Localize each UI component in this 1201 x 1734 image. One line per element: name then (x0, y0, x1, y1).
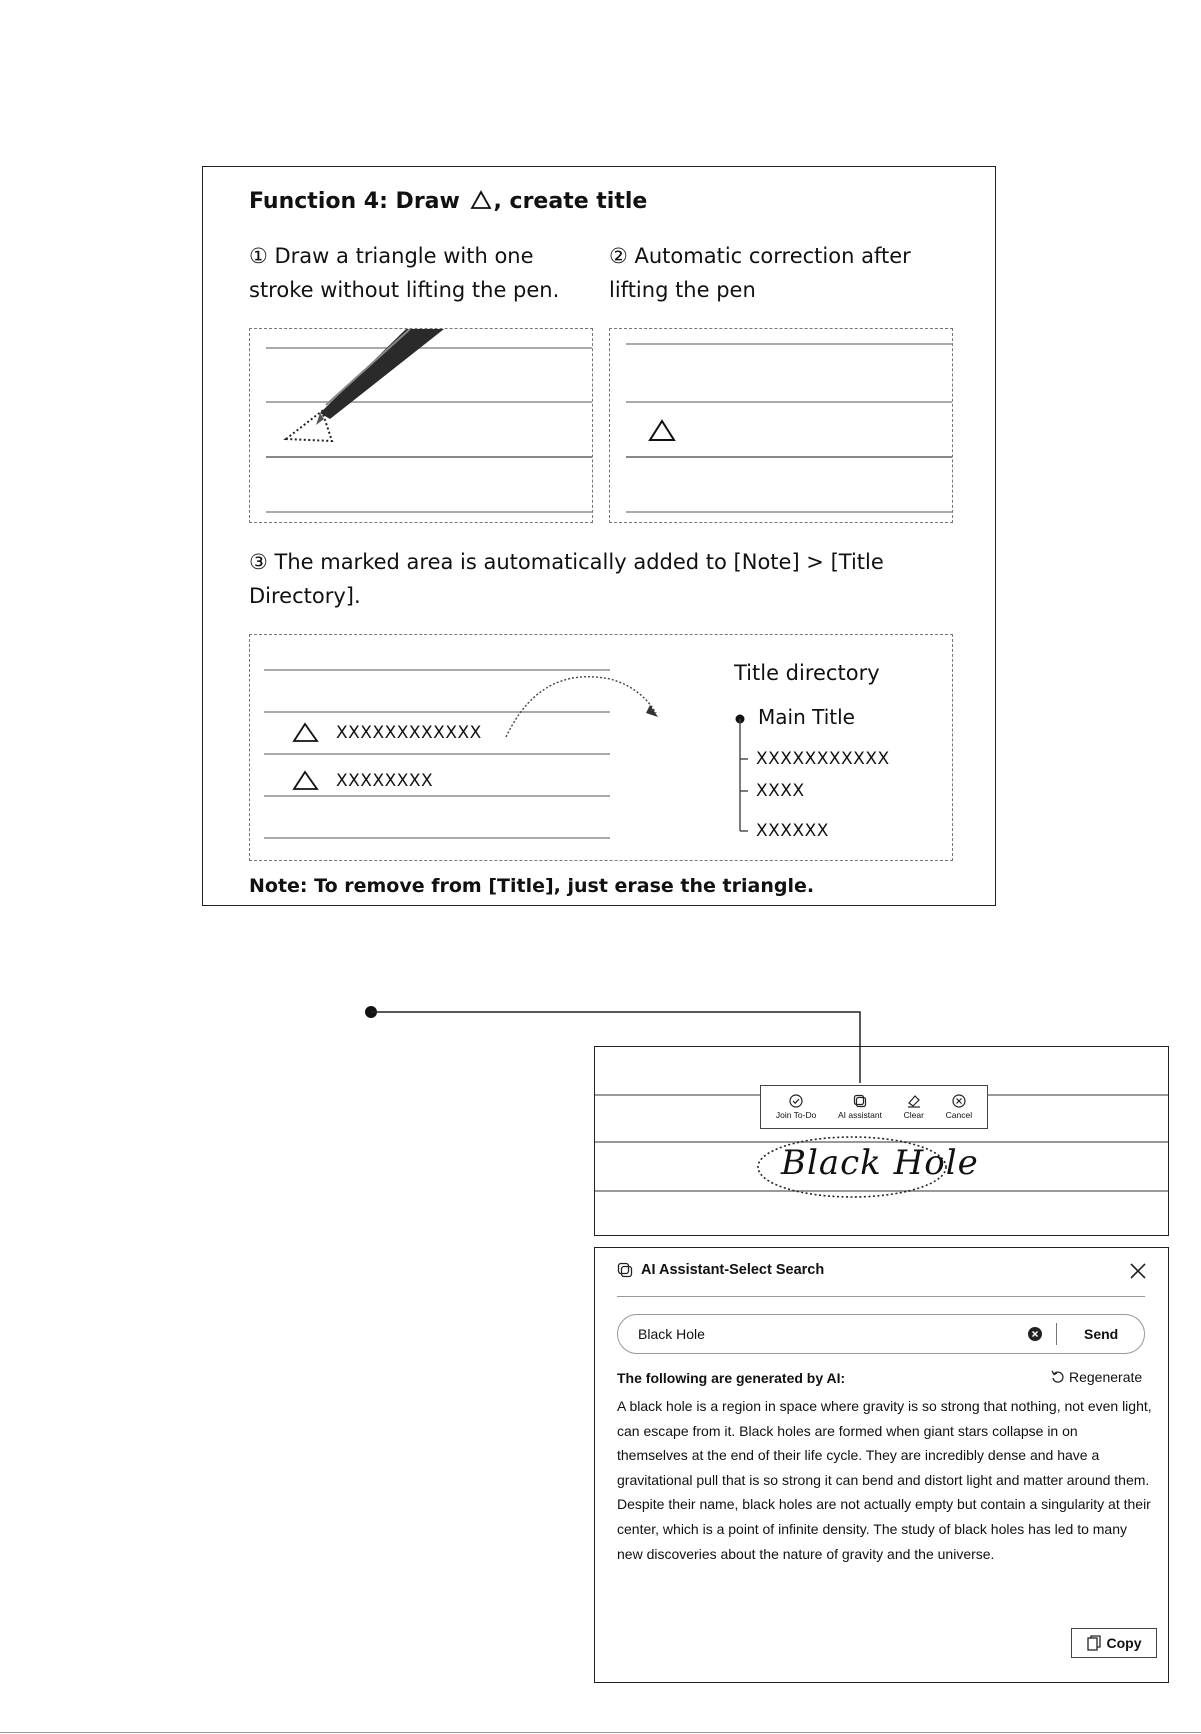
ai-assistant-icon (617, 1262, 633, 1278)
cancel-label: Cancel (945, 1110, 973, 1120)
ai-answer-text: A black hole is a region in space where gravity is so strong that nothing, not even light, can escape from it. Black holes are formed when giant stars collapse in on themselves at the end of their life cycle. They are incredibly dense and have a gravitational pull that is so strong it can bend and distort light and matter around them. Despite their name, black holes are not actually empty but contain a singularity at their center, which is a point of infinite density. The study of black holes has led to many new discoveries about the nature of gravity and the universe. (617, 1398, 1152, 1562)
function4-panel (202, 166, 996, 906)
ai-panel-header (617, 1262, 824, 1278)
check-circle-icon (789, 1094, 803, 1108)
corrected-example-box (609, 328, 953, 523)
handwriting-panel (594, 1046, 1169, 1236)
directory-tree-lines (734, 713, 754, 843)
copy-button[interactable] (1071, 1628, 1157, 1658)
clear-button[interactable] (904, 1094, 924, 1120)
title-prefix: Function 4: Draw (249, 189, 460, 214)
triangle-icon (292, 722, 320, 744)
directory-title: Title directory (734, 661, 880, 685)
send-button[interactable]: Send (1084, 1326, 1119, 1342)
join-todo-label: Join To-Do (775, 1110, 817, 1120)
main-title: Main Title (758, 705, 855, 729)
clear-search-icon[interactable] (1028, 1327, 1042, 1341)
ai-assistant-label: AI assistant (838, 1110, 882, 1120)
close-circle-icon (952, 1094, 966, 1108)
step1-text: ① Draw a triangle with one stroke without lifting the pen. (249, 244, 560, 302)
sub-item: XXXXXXXXXXX (756, 749, 890, 769)
join-todo-button[interactable] (776, 1094, 816, 1120)
step3-text: ③ The marked area is automatically added to [Note] > [Title Directory]. (249, 550, 884, 608)
page-bottom-line (0, 1732, 1201, 1733)
search-input[interactable] (617, 1314, 1145, 1354)
ai-assistant-icon (853, 1094, 867, 1108)
pen-drawing-triangle (250, 329, 594, 524)
clear-label: Clear (903, 1110, 924, 1120)
title-directory-example-box (249, 634, 953, 861)
search-value: Black Hole (638, 1326, 705, 1342)
cancel-button[interactable] (946, 1094, 972, 1120)
regenerate-label: Regenerate (1069, 1369, 1143, 1385)
close-icon[interactable] (1129, 1262, 1147, 1280)
generated-label: The following are generated by AI: (617, 1370, 846, 1386)
triangle-icon (292, 770, 320, 792)
curved-arrow (500, 655, 690, 745)
title-suffix: , create title (493, 189, 648, 214)
ai-panel-title: AI Assistant-Select Search (641, 1262, 825, 1278)
copy-icon (1087, 1635, 1101, 1651)
draw-example-box (249, 328, 593, 523)
marked-row-text: XXXXXXXX (336, 771, 434, 791)
regenerate-button[interactable] (1051, 1369, 1142, 1385)
ai-assistant-button[interactable] (838, 1094, 882, 1120)
note-text: Note: To remove from [Title], just erase the triangle. (249, 875, 815, 897)
sub-item: XXXXXX (756, 821, 829, 841)
function4-title (249, 189, 647, 214)
header-divider (617, 1296, 1145, 1297)
copy-label: Copy (1106, 1635, 1142, 1651)
step2-text: ② Automatic correction after lifting the pen (609, 244, 911, 302)
search-divider (1056, 1323, 1057, 1345)
triangle-icon (470, 190, 492, 210)
ai-assistant-panel (594, 1247, 1169, 1683)
eraser-icon (907, 1094, 921, 1108)
selection-toolbar (760, 1085, 988, 1129)
handwritten-text: Black Hole (781, 1143, 979, 1183)
triangle-icon (648, 418, 678, 444)
marked-row-text: XXXXXXXXXXXX (336, 723, 482, 743)
refresh-icon (1051, 1370, 1065, 1384)
sub-item: XXXX (756, 781, 805, 801)
